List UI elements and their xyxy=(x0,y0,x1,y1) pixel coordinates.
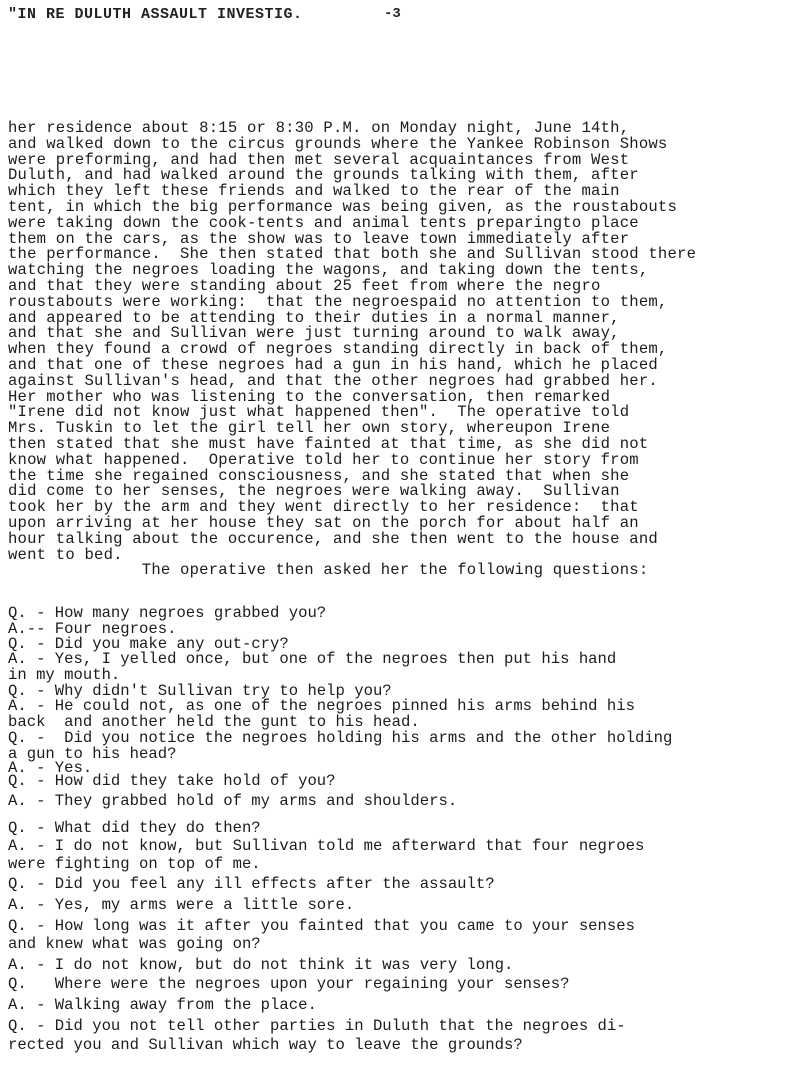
continuation-line: in my mouth. xyxy=(8,666,121,684)
narrative-line: and that they were standing about 25 feet from where the negro xyxy=(8,276,601,295)
document-header-title: "IN RE DULUTH ASSAULT INVESTIG. xyxy=(8,6,303,23)
continuation-line: were fighting on top of me. xyxy=(8,855,261,873)
narrative-line: tent, in which the big performance was being given, as the roustabouts xyxy=(8,197,678,216)
narrative-line: then stated that she must have fainted at that time, as she did not xyxy=(8,434,649,453)
answer-line: A. - Walking away from the place. xyxy=(8,996,317,1014)
answer-line: A. - Yes. xyxy=(8,759,93,777)
narrative-line: Her mother who was listening to the conversation, then remarked xyxy=(8,387,611,406)
narrative-line: the time she regained consciousness, and she stated that when she xyxy=(8,466,630,485)
narrative-line: and that she and Sullivan were just turning around to walk away, xyxy=(8,324,620,343)
question-line: Q. - Why didn't Sullivan try to help you? xyxy=(8,682,392,700)
narrative-line: Duluth, and had walked around the grounds talking with them, after xyxy=(8,166,639,185)
narrative-line: her residence about 8:15 or 8:30 P.M. on Monday night, June 14th, xyxy=(8,119,630,137)
narrative-line: upon arriving at her house they sat on the porch for about half an xyxy=(8,513,639,532)
narrative-line: were taking down the cook-tents and animal tents preparingto place xyxy=(8,213,639,232)
page-number: -3 xyxy=(384,6,401,22)
answer-line: A. - Yes, I yelled once, but one of the negroes then put his hand xyxy=(8,650,617,668)
narrative-line: when they found a crowd of negroes standing directly in back of them, xyxy=(8,340,668,359)
narrative-line: against Sullivan's head, and that the other negroes had grabbed her. xyxy=(8,371,658,390)
question-line: Q. - What did they do then? xyxy=(8,819,261,837)
narrative-line: took her by the arm and they went directly to her residence: that xyxy=(8,498,639,517)
narrative-line: were preforming, and had then met several acquaintances from West xyxy=(8,150,630,169)
narrative-line: watching the negroes loading the wagons, and taking down the tents, xyxy=(8,261,649,280)
answer-line: A. - I do not know, but do not think it was very long. xyxy=(8,956,514,974)
question-line: Q. - Did you not tell other parties in Duluth that the negroes di- xyxy=(8,1017,626,1035)
question-line: Q. - How long was it after you fainted that you came to your senses xyxy=(8,917,635,935)
continuation-line: rected you and Sullivan which way to leave the grounds? xyxy=(8,1036,523,1054)
continuation-line: back and another held the gunt to his head. xyxy=(8,713,420,731)
narrative-line: went to bed. xyxy=(8,545,123,564)
narrative-line: the performance. She then stated that both she and Sullivan stood there xyxy=(8,245,697,264)
narrative-line: did come to her senses, the negroes were walking away. Sullivan xyxy=(8,482,620,501)
answer-line: A. - Yes, my arms were a little sore. xyxy=(8,896,355,914)
question-line: Q. - Did you feel any ill effects after the assault? xyxy=(8,875,495,893)
narrative-line: know what happened. Operative told her to continue her story from xyxy=(8,450,639,469)
answer-line: A. - I do not know, but Sullivan told me afterward that four negroes xyxy=(8,837,645,855)
narrative-line: Mrs. Tuskin to let the girl tell her own story, whereupon Irene xyxy=(8,419,611,438)
answer-line: A. - They grabbed hold of my arms and shoulders. xyxy=(8,792,458,810)
narrative-line: them on the cars, as the show was to leave town immediately after xyxy=(8,229,630,248)
question-line: Q. - How many negroes grabbed you? xyxy=(8,604,327,622)
question-line: Q. - Did you notice the negroes holding his arms and the other holding xyxy=(8,729,673,747)
narrative-line: which they left these friends and walked to the rear of the main xyxy=(8,182,620,201)
question-line: Q. - How did they take hold of you? xyxy=(8,772,336,790)
narrative-line: and that one of these negroes had a gun in his hand, which he placed xyxy=(8,355,658,374)
narrative-line: and appeared to be attending to their duties in a normal manner, xyxy=(8,308,620,327)
question-line: Q. - Did you make any out-cry? xyxy=(8,635,289,653)
narrative-line: hour talking about the occurence, and she then went to the house and xyxy=(8,529,658,548)
question-line: Q. Where were the negroes upon your regaining your senses? xyxy=(8,975,570,993)
narrative-body xyxy=(8,121,798,579)
narrative-line: "Irene did not know just what happened then". The operative told xyxy=(8,403,630,422)
continuation-line: a gun to his head? xyxy=(8,745,177,763)
answer-line: A.-- Four negroes. xyxy=(8,620,177,638)
answer-line: A. - He could not, as one of the negroes pinned his arms behind his xyxy=(8,697,635,715)
narrative-line: The operative then asked her the following questions: xyxy=(8,561,649,580)
continuation-line: and knew what was going on? xyxy=(8,935,261,953)
narrative-line: roustabouts were working: that the negroespaid no attention to them, xyxy=(8,292,668,311)
narrative-line: and walked down to the circus grounds where the Yankee Robinson Shows xyxy=(8,134,668,153)
